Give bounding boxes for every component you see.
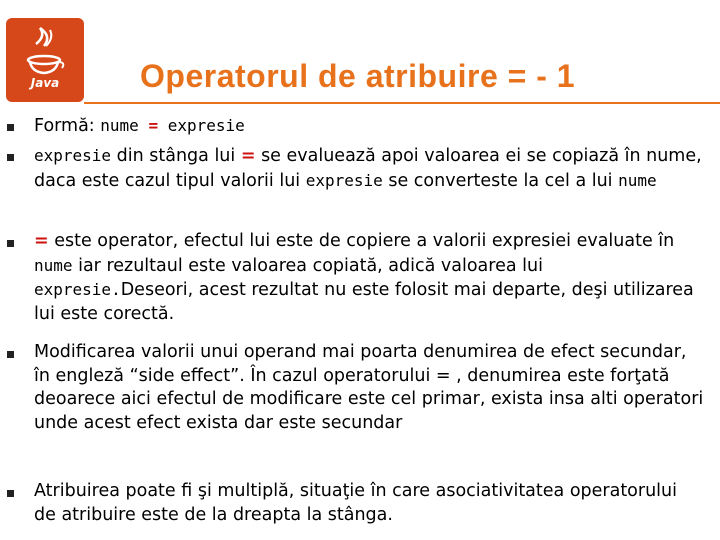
bullet-text [34, 341, 704, 435]
text-span: se evaluează apoi valoarea ei se copiază în nume, daca este cazul tipul valorii lui [34, 146, 702, 191]
operator-span: = [34, 231, 49, 251]
bullet-text [34, 114, 704, 139]
code-span: nume [618, 170, 657, 190]
code-span: expresie [34, 146, 112, 165]
text-span: Deseori, acest rezultat nu este folosit mai departe, deşi utilizarea lui este corectă. [34, 280, 694, 324]
text-span: din stânga lui [111, 146, 241, 166]
bullet-marker [7, 490, 14, 497]
bullet-text [34, 144, 704, 193]
title-divider [84, 102, 720, 104]
operator-span: = [240, 146, 256, 166]
bullet-text [34, 480, 704, 527]
text-span: se converteste la cel a lui [382, 170, 619, 191]
code-span: expresie [305, 170, 383, 190]
bullet-text [34, 230, 704, 326]
code-span: nume [34, 255, 73, 275]
bullet-marker [7, 240, 14, 247]
bullet-marker [7, 124, 14, 131]
java-logo-text: Java [30, 76, 60, 90]
text-span: Formă: [34, 116, 101, 136]
text-span: iar rezultaul este valoarea copiată, adică valoarea lui [72, 255, 543, 276]
text-span: Atribuirea poate fi şi multiplă, situaţie în care asociativitatea operatorului de atribuire este de la dreapta la stânga. [34, 481, 677, 525]
text-span: Modificarea valorii unui operand mai poarta denumirea de efect secundar, în engleză “side effect”. În cazul operatorului = , denumirea este forţată deoarece aici efectul de modificare este cel primar, exista insa alti operatori unde acest efect exista dar este secundar [34, 342, 704, 433]
code-span: expresie [158, 116, 245, 135]
code-span: = [148, 116, 159, 135]
code-span: expresie. [34, 280, 121, 299]
slide-title: Operatorul de atribuire = - 1 [140, 58, 576, 94]
text-span: este operator, efectul lui este de copiere a valorii expresiei evaluate în [48, 231, 675, 251]
code-span: nume [100, 116, 149, 135]
java-logo [6, 18, 84, 102]
bullet-marker [7, 351, 14, 358]
bullet-marker [7, 154, 14, 161]
